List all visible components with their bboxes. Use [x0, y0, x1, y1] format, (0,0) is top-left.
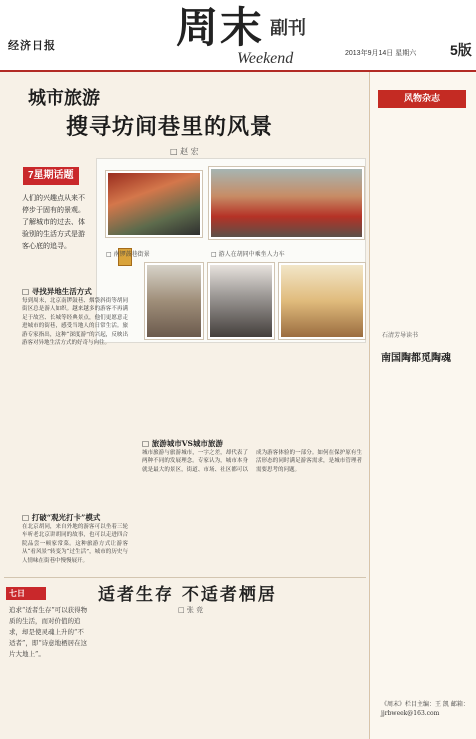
topic-tag: 7星期话题 — [23, 167, 79, 185]
page-footer: 《周末》栏目主编：王 凯 邮箱：jjrbweek@163.com — [381, 701, 469, 717]
photo-caption: □ 游人在胡同中乘坐人力车 — [211, 251, 285, 258]
sidebar-subhead: 石清芳导读书 — [382, 332, 419, 339]
street-photo — [145, 263, 203, 339]
bottom-article-title: 适者生存 不适者栖居 — [98, 585, 277, 605]
rickshaw-photo — [209, 167, 364, 239]
photo-caption-b: □ 南锣鼓巷街景 — [106, 251, 150, 258]
section-body-3: 城市旅游与旅游城市，一字之差，却代表了两种不同的发展理念。专家认为，城市本身就是最大的景区，街道、市场、社区都可以成为游客体验的一部分。如何在保护原有生活形态的同时满足游客需求，是城市管理者需要思考的问题。 — [142, 450, 362, 473]
bottom-byline: □ 张 竞 — [178, 606, 204, 614]
article-title: 搜寻坊间巷里的风景 — [66, 114, 274, 140]
article-lead: 人们的兴趣点从来不停步于固有的景观。了解城市的过去、体验别的生活方式是游客心底的追寻。 — [22, 194, 85, 250]
page-number: 5版 — [450, 42, 472, 58]
illustration-photo — [279, 263, 365, 339]
hutong-photo-1 — [106, 171, 202, 237]
right-sidebar — [369, 72, 476, 739]
brand-subtitle: 副刊 — [270, 18, 306, 39]
section-heading-2: □ 打破“观光打卡”模式 — [22, 513, 101, 522]
brand-english: Weekend — [237, 50, 294, 67]
section-body-2: 在北京胡同，来自外地的游客可以坐着三轮车听老北京讲胡同的故事，也可以走进四合院品尝一顿家常菜。这种旅游方式让游客从“看风景”转变为“过生活”，城市的历史与人情味在街巷中慢慢展开。 — [22, 524, 128, 564]
sidebar-title: 南国陶都觅陶魂 — [381, 353, 451, 364]
brand-title: 周末 — [176, 3, 265, 52]
bottom-lead: 追求“适者生存”可以获得物质的生活，而对价值的追求，却是使灵魂上升的“不适者”，即“诗意地栖居在这片大地上”。 — [9, 606, 88, 658]
paper-name: 经济日报 — [8, 39, 56, 52]
alley-photo — [208, 263, 274, 339]
page-header — [0, 0, 476, 72]
section-heading-1: □ 寻找异地生活方式 — [22, 287, 92, 296]
section-divider — [4, 577, 366, 578]
section-heading-3: □ 旅游城市VS城市旅游 — [142, 439, 223, 448]
issue-date: 2013年9月14日 星期六 — [345, 50, 417, 57]
section-body-1: 每到周末，北京南锣鼓巷、烟袋斜街等胡同街区总是游人如织。越来越多的游客不再满足于故宫、长城等经典景点，他们更愿意走进城市的街巷，感受当地人的日常生活。旅游专家指出，这种“深度游”的兴起，反映出游客对异地生活方式的好奇与向往。 — [22, 298, 128, 347]
sidebar-badge: 风物杂志 — [378, 90, 466, 108]
column-ribbon: 七日 — [6, 587, 46, 600]
article-byline: □ 赵 宏 — [170, 147, 199, 156]
article-kicker: 城市旅游 — [28, 88, 100, 109]
